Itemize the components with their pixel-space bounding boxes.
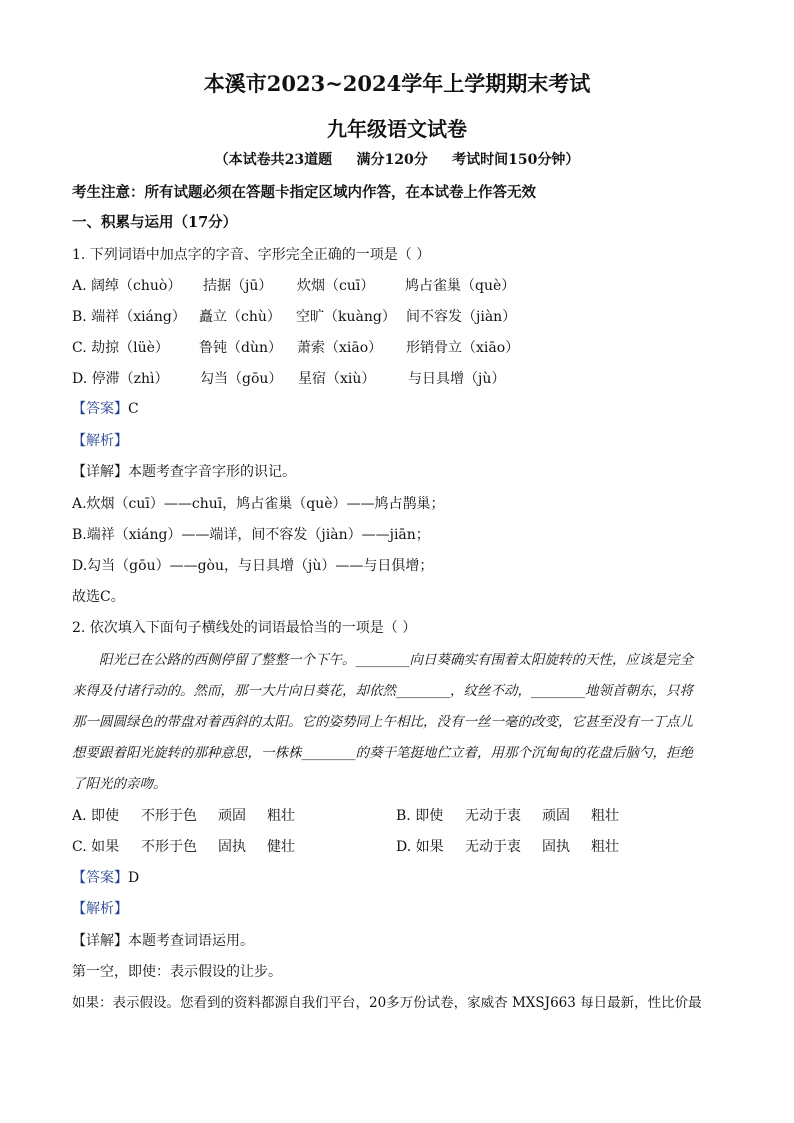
exam-title: 本溪市2023~2024学年上学期期末考试 [203,71,591,96]
option-cell: 萧索（xiāo） [297,340,383,356]
option-cell: 鸠占雀巢（què） [405,278,516,294]
option-cell: 炊烟（cuī） [297,278,375,294]
option-cell: 健壮 [267,839,295,855]
option-cell: 不形于色 [141,839,197,855]
option-cell: 空旷（kuàng） [296,309,396,325]
answer-tag: 【答案】 [72,401,128,417]
option-cell: C. 劫掠（lüè） [72,340,169,356]
option-cell: B. 端祥（xiáng） [72,309,186,325]
section-heading: 一、积累与运用（17分） [72,214,238,231]
passage-line: 想要跟着阳光旋转的那种意思，一株株________的葵干笔挺地伫立着，用那个沉甸甸的花盘后脑勺，拒绝 [72,745,693,761]
q1-conclusion: 故选C。 [72,589,125,605]
q2-passage [72,645,722,800]
q1-stem: 1. 下列词语中加点字的字音、字形完全正确的一项是（ ） [72,247,431,263]
option-cell: D. 如果 [396,839,444,855]
option-cell: 无动于衷 [465,808,521,824]
detail-text: 本题考查字音字形的识记。 [128,464,296,480]
option-cell: 无动于衷 [465,839,521,855]
option-cell: 粗壮 [591,839,619,855]
option-cell: B. 即使 [396,808,444,824]
q1-answer [72,399,139,419]
option-cell: 矗立（chù） [199,309,281,325]
option-cell: 间不容发（jiàn） [406,309,517,325]
option-cell: 形销骨立（xiāo） [406,340,520,356]
detail-text: 本题考查词语运用。 [128,933,254,949]
q1-explain-line: D.勾当（gōu）——gòu，与日具增（jù）——与日俱增； [72,558,434,574]
q1-explain-line: A.炊烟（cuī）——chuī，鸠占雀巢（què）——鸠占鹊巢； [72,496,445,512]
q2-explain-line: 第一空，即使：表示假设的让步。 [72,964,282,980]
option-cell: 星宿（xiù） [298,371,376,387]
option-cell: C. 如果 [72,839,120,855]
answer-value: D [128,870,140,886]
option-cell: 拮据（jū） [203,278,273,294]
passage-line: 来得及付诸行动的。然而，那一大片向日葵花，却依然________，纹丝不动，________地领首朝东，只将 [72,683,693,699]
option-cell: D. 停滞（zhì） [72,371,169,387]
answer-tag: 【答案】 [72,870,128,886]
passage-line: 那一圆圆绿色的带盘对着西斜的太阳。它的姿势同上午相比，没有一丝一毫的改变，它甚至没有一丁点儿 [72,714,693,730]
q2-detail [72,931,254,951]
option-cell: 固执 [218,839,246,855]
exam-subtitle: 九年级语文试卷 [327,117,467,141]
exam-notice: 考生注意：所有试题必须在答题卡指定区域内作答，在本试卷上作答无效 [72,184,536,201]
option-cell: A. 阔绰（chuò） [72,278,182,294]
exam-info: （本试卷共23道题 满分120分 考试时间150分钟） [214,152,580,168]
q1-detail [72,462,296,482]
answer-value: C [128,401,139,417]
q2-explain-line: 如果：表示假设。您看到的资料都源自我们平台，20多万份试卷，家威杏 MXSJ663 每日最新，性比价最 [72,995,702,1011]
option-cell: 固执 [542,839,570,855]
option-cell: 不形于色 [141,808,197,824]
q2-answer [72,868,139,888]
passage-line: 阳光已在公路的西侧停留了整整一个下午。________向日葵确实有围着太阳旋转的天性，应该是完全 [99,652,693,668]
option-cell: 鲁钝（dùn） [199,340,282,356]
detail-tag: 【详解】 [72,464,128,480]
option-cell: A. 即使 [72,808,120,824]
detail-tag: 【详解】 [72,933,128,949]
option-cell: 粗壮 [267,808,295,824]
q1-explain-line: B.端祥（xiáng）——端详，间不容发（jiàn）——jiān； [72,527,430,543]
option-cell: 勾当（gōu） [200,371,283,387]
option-cell: 顽固 [218,808,246,824]
q2-stem: 2. 依次填入下面句子横线处的词语最恰当的一项是（ ） [72,620,417,636]
option-cell: 与日具增（jù） [408,371,506,387]
option-cell: 粗壮 [591,808,619,824]
passage-line: 了阳光的亲吻。 [72,776,167,792]
option-cell: 顽固 [542,808,570,824]
q2-analysis-tag: 【解析】 [72,901,128,917]
q1-analysis-tag: 【解析】 [72,433,128,449]
